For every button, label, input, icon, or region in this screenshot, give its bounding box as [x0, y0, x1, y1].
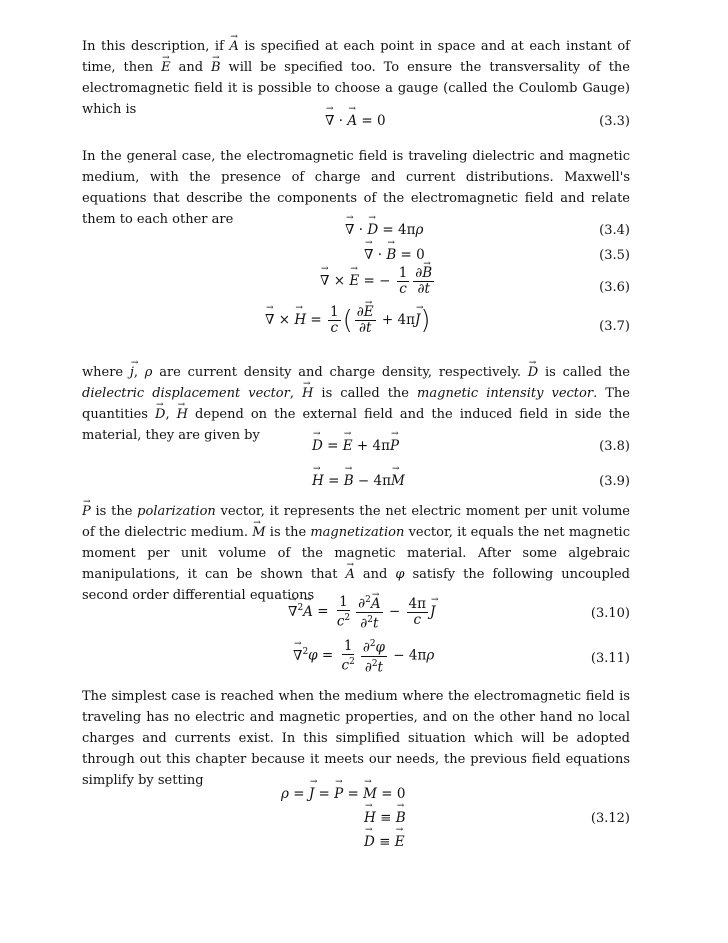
equation-scalar-potential-wave: → ∇$^2$φ = $\frac{1}{c^2}$ $\frac{\partial^2\varphi}{\partial^2t}$ − 4πρ	[293, 637, 434, 675]
equation-d-equiv-e: → D ≡ → E	[364, 834, 405, 850]
equation-ampere-law: → ∇ × → H = $\frac{1}{c}$ ( $\frac{\partial\to E}{\partial t}$ + 4π→ J)	[265, 305, 431, 336]
equation-number-3-11: (3.11)	[590, 651, 630, 666]
equation-number-3-8: (3.8)	[599, 439, 630, 454]
paragraph-polarization: → P is the polarization vector, it represents the net electric moment per unit volume of the dielectric medium. → M is the magnetization vector, it equals the net magnetic moment per unit volume of the magnetic material. After some algebraic manipulations, it can be shown that → A and φ satisfy the following uncoupled second order differential equations	[82, 501, 630, 606]
equation-faraday-law: → ∇ × → E = − $\frac{1}{c}$ $\frac{\partial\to B}{\partial t}$	[320, 266, 436, 297]
equation-displacement: → D = → E + 4π→ P	[312, 438, 399, 454]
paragraph-definitions: where → j, ρ are current density and charge density, respectively. → D is called the dielectric displacement vector, → H is called the magnetic intensity vector. The quantities → D, → H depend on the external field and the induced field in side the material, they are given by	[82, 362, 630, 446]
equation-number-3-6: (3.6)	[599, 280, 630, 295]
equation-number-3-4: (3.4)	[599, 223, 630, 238]
equation-number-3-12: (3.12)	[590, 811, 630, 826]
equation-number-3-9: (3.9)	[599, 474, 630, 489]
equation-gauss-law: → ∇ · → D = 4πρ	[345, 222, 423, 238]
equation-vector-potential-wave: → ∇$^2$→ A = $\frac{1}{c^2}$ $\frac{\partial^2\to A}{\partial^2t}$ − $\frac{4\pi}{c}$ → J	[288, 593, 435, 631]
paragraph-maxwell-intro: In the general case, the electromagnetic field is traveling dielectric and magnetic medium, with the presence of charge and current distributions. Maxwell's equations that describe the components of the electromagnetic field and relate them to each other are	[82, 149, 630, 227]
equation-vanishing-sources: ρ = → J = → P = → M = 0	[281, 786, 405, 802]
equation-number-3-7: (3.7)	[599, 319, 630, 334]
equation-number-3-3: (3.3)	[599, 114, 630, 129]
equation-h-equiv-b: → H ≡ → B	[364, 810, 406, 826]
equation-number-3-10: (3.10)	[590, 606, 630, 621]
equation-number-3-5: (3.5)	[599, 248, 630, 263]
paragraph-simplest-case: The simplest case is reached when the medium where the electromagnetic field is traveling has no electric and magnetic properties, and on the other hand no local charges and currents exist. In this simplified situation which will be adopted through out this chapter because it meets our needs, the previous field equations simplify by setting	[82, 689, 630, 788]
equation-coulomb-gauge: → ∇ · → A = 0	[325, 113, 386, 129]
equation-magnetic-intensity: → H = → B − 4π→ M	[312, 473, 405, 489]
paragraph-gauge: In this description, if → A is specified at each point in space and at each instant of time, then → E and → B will be specified too. To ensure the transversality of the electromagnetic field it is possible to choose a gauge (called the Coulomb Gauge) which is	[82, 36, 630, 120]
equation-no-monopole: → ∇ · → B = 0	[364, 247, 425, 263]
